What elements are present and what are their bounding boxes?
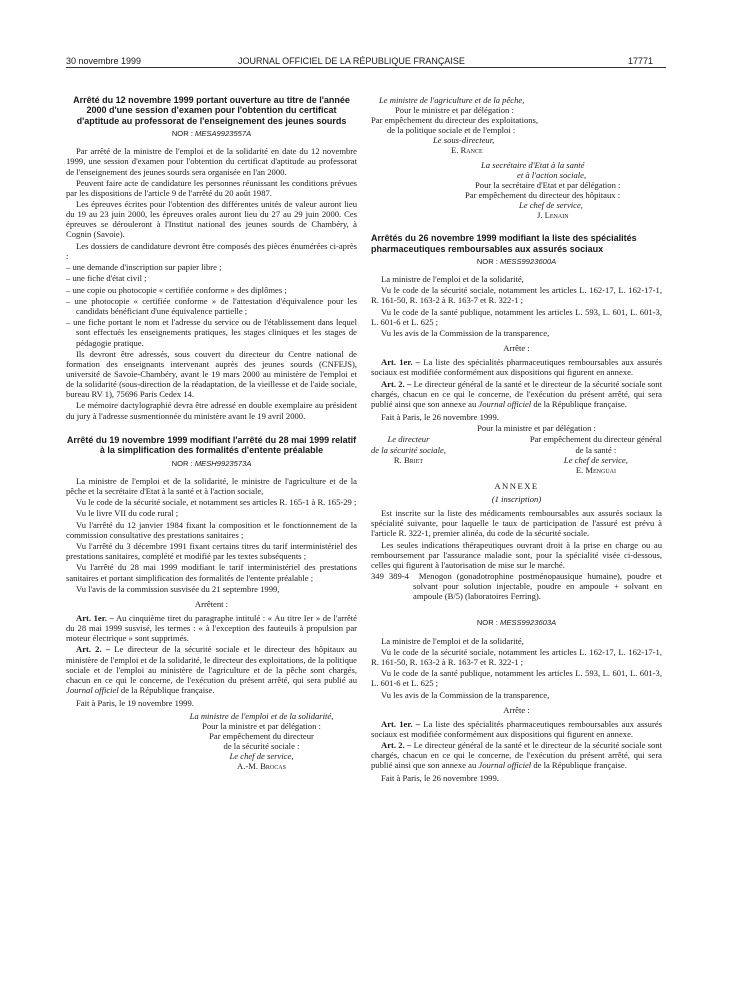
arretent-heading: Arrêtent : xyxy=(194,598,229,609)
signature-line: Par empêchement du directeur xyxy=(209,731,314,742)
arrete-heading: Arrête : xyxy=(503,343,530,354)
paragraph: Ils devront être adressés, sous couvert du directeur du Centre national de formation des enseignants intervenant auprès des jeunes sourds (CNFEJS), université de Savoie-Chambéry, avant le 19 mars 2000 au ministère de l'emploi et de la solidarité (sous-direction de la réadaptation, de la vieillesse et de l'aide sociale, bureau RV 1), 75696 Paris Cedex 14. xyxy=(66,348,357,400)
nor-reference xyxy=(371,618,662,628)
list-item: – une demande d'inscription sur papier libre ; xyxy=(66,262,222,273)
signatory-name: J. Lenain xyxy=(537,210,569,221)
visa: Vu les avis de la Commission de la transparence, xyxy=(381,689,550,700)
article-text: La liste des spécialités pharmaceutiques remboursables aux assurés sociaux est modifiée conformément aux dispositions qui figurent en annexe. xyxy=(371,357,662,378)
signature-line: Par empêchement du directeur des exploitations, xyxy=(371,115,539,126)
decree-entente-prealable xyxy=(66,435,357,772)
signature-line: Par empêchement du directeur des hôpitaux : xyxy=(465,189,621,200)
signatory-name: A.-M. Brocas xyxy=(237,761,286,772)
visa: Vu le code de la sécurité sociale, notamment les articles L. 162-17, L. 162-17-1, R. 161-50, R. 163-2 à R. 163-7 et R. 322-1 ; xyxy=(371,285,662,306)
signature-line: de la politique sociale et de l'emploi : xyxy=(387,125,516,136)
signature-pair xyxy=(371,434,662,474)
decree-title: Arrêté du 19 novembre 1999 modifiant l'arrêté du 28 mai 1999 relatif à la simplification des formalités d'entente préalable xyxy=(66,434,357,456)
signatory-name: R. Briet xyxy=(393,454,424,465)
paragraph: Le mémoire dactylographié devra être adressé en double exemplaire au président du jury à l'adresse susmentionnée du ministère avant le 19 avril 2000. xyxy=(66,400,357,421)
paragraph: Les seules indications thérapeutiques ouvrant droit à la prise en charge ou au remboursement par l'assurance maladie sont, pour la spécialité visée ci-dessous, celles qui figurent à l'autorisation de mise sur le marché. xyxy=(371,539,662,570)
list-item: – une copie ou photocopie « certifiée conforme » des diplômes ; xyxy=(66,284,287,295)
signature-line: Le ministre de l'agriculture et de la pêche, xyxy=(379,95,525,105)
article-text: La liste des spécialités pharmaceutiques remboursables aux assurés sociaux est modifiée conformément aux dispositions qui figurent en annexe. xyxy=(371,718,662,739)
article-text: Le directeur général de la santé et le directeur de la sécurité sociale sont chargés, chacun en ce qui le concerne, de l'exécution du présent arrêté, qui sera publié ainsi que son annexe au xyxy=(371,740,662,771)
signature-right xyxy=(530,434,662,474)
article-label: Art. 1er. – xyxy=(76,612,114,623)
nor-value: MESA9923557A xyxy=(195,129,252,139)
paragraph: Les dossiers de candidature devront être composés des pièces énumérées ci-après : xyxy=(66,240,357,261)
annexe-subheading: (1 inscription) xyxy=(491,493,542,504)
signatory-name: E. Rance xyxy=(451,145,483,156)
article-text: Le directeur de la sécurité sociale et le directeur des hôpitaux au ministère de l'emploi et de la solidarité, le directeur des exploitations, de la politique sociale et de l'emploi au ministère de l'agriculture et de la pêche sont chargés, chacun en ce qui le concerne, de l'exécution du présent arrêté, qui sera publié au xyxy=(66,644,357,685)
article-text: Le directeur général de la santé et le directeur de la sécurité sociale sont chargés, chacun en ce qui le concerne, de l'exécution du présent arrêté, qui sera publié ainsi que son annexe au xyxy=(371,378,662,409)
decree-specialites-pharmaceutiques-2 xyxy=(371,618,662,783)
signature-line: Par empêchement du directeur général xyxy=(529,434,662,445)
delegation-line: Pour la ministre et par délégation : xyxy=(477,423,596,434)
article-1 xyxy=(66,613,357,643)
article-1 xyxy=(371,719,662,739)
nor-label: NOR : xyxy=(171,458,195,468)
signature-line: Le chef de service, xyxy=(229,751,294,762)
list-item: – une photocopie « certifiée conforme » de l'attestation d'équivalence pour les candidats bénéficiant d'une équivalence partielle ; xyxy=(66,295,357,317)
product-entry xyxy=(371,571,662,601)
article-label: Art. 2. – xyxy=(381,740,412,751)
signature-block xyxy=(166,711,357,772)
article-text-tail: de la République française. xyxy=(120,684,215,695)
signature-line: de la sécurité sociale, xyxy=(371,444,446,455)
nor-value: MESS9923603A xyxy=(500,618,557,628)
visa: Vu le code de la sécurité sociale, notamment les articles L. 162-17, L. 162-17-1, R. 161-50, R. 163-2 à R. 163-7 et R. 322-1 ; xyxy=(371,646,662,667)
paragraph: La ministre de l'emploi et de la solidarité, le ministre de l'agriculture et de la pêche et la secrétaire d'Etat à la santé et à l'action sociale, xyxy=(66,475,357,496)
date-line: Fait à Paris, le 26 novembre 1999. xyxy=(381,411,499,422)
journal-officiel: Journal officiel xyxy=(478,760,532,771)
visa: Vu les avis de la Commission de la transparence, xyxy=(381,328,550,339)
article-2 xyxy=(371,379,662,409)
article-label: Art. 2. – xyxy=(381,378,412,389)
visa: Vu le code de la santé publique, notamment les articles L. 593, L. 601, L. 601-3, L. 601-6 et L. 625 ; xyxy=(371,668,662,689)
signature-line: de la sécurité sociale : xyxy=(223,741,300,752)
nor-label: NOR : xyxy=(476,256,501,266)
left-column xyxy=(66,95,357,772)
signature-line: La ministre de l'emploi et de la solidarité, xyxy=(189,711,334,721)
paragraph: Les épreuves écrites pour l'obtention des différentes unités de valeur auront lieu du 19 au 23 juin 2000, les épreuves orales auront lieu du 27 au 29 juin 2000. Ces épreuves se dérouleront à l'Institut national des jeunes sourds de Chambéry, à Cognin (Savoie). xyxy=(66,199,357,240)
signature-line: Pour le ministre et par délégation : xyxy=(395,105,514,116)
annexe-heading: ANNEXE xyxy=(494,480,539,491)
signature-continuation xyxy=(371,95,662,220)
article-label: Art. 1er. – xyxy=(381,718,421,729)
visa: Vu l'arrêté du 28 mai 1999 modifiant le tarif interministériel des prestations sanitaires et portant simplification des formalités de l'entente préalable ; xyxy=(66,562,357,583)
decree-specialites-pharmaceutiques xyxy=(371,233,662,601)
article-text-tail: de la République française. xyxy=(533,760,627,771)
product-description: Menogon (gonadotrophine postménopausique humaine), poudre et solvant pour solution injectable, poudre en ampoule + solvant en ampoule (B/5) (laboratoires Ferring). xyxy=(413,570,662,602)
signature-line: Le directeur xyxy=(387,434,430,445)
visa: Vu le code de la sécurité sociale, et notamment ses articles R. 165-1 à R. 165-29 ; xyxy=(76,497,357,508)
decree-cafep-jeunes-sourds xyxy=(66,95,357,421)
list-item: – une fiche portant le nom et l'adresse du service ou de l'établissement dans lequel sont effectués les enseignements pratiques, les stages cliniques et les stages de pédagogie pratique. xyxy=(66,317,357,348)
header-rule xyxy=(66,67,666,68)
article-1 xyxy=(371,357,662,377)
signature-line: Le chef de service, xyxy=(563,454,628,465)
nor-reference xyxy=(66,129,357,139)
header-page-number: 17771 xyxy=(628,56,654,66)
journal-officiel: Journal officiel xyxy=(478,398,532,409)
signature-line: La secrétaire d'Etat à la santé xyxy=(481,159,585,170)
nor-value: MESH9923573A xyxy=(194,458,252,468)
visa: Vu l'arrêté du 3 décembre 1991 fixant certains titres du tarif interministériel des prestations sanitaires, complété et modifié par les textes subséquents ; xyxy=(66,541,357,562)
paragraph: La ministre de l'emploi et de la solidarité, xyxy=(381,274,524,285)
signature-line: Pour la ministre et par délégation : xyxy=(202,721,321,732)
signature-line: et à l'action sociale, xyxy=(517,169,587,180)
nor-reference xyxy=(66,459,357,469)
visa: Vu le code de la santé publique, notamment les articles L. 593, L. 601, L. 601-3, L. 601-6 et L. 625 ; xyxy=(371,306,662,327)
right-column xyxy=(371,95,662,785)
header-journal-title: JOURNAL OFFICIEL DE LA RÉPUBLIQUE FRANÇAISE xyxy=(238,56,465,66)
arrete-heading: Arrête : xyxy=(503,704,530,715)
article-label: Art. 1er. – xyxy=(381,357,421,368)
signature-line: Le chef de service, xyxy=(519,199,583,210)
signatory-name: E. Menguai xyxy=(575,464,616,475)
product-code: 349 389-4 xyxy=(371,570,409,581)
signature-left xyxy=(371,434,446,474)
article-text-tail: de la République française. xyxy=(533,398,627,409)
header-date: 30 novembre 1999 xyxy=(66,56,142,66)
journal-officiel: Journal officiel xyxy=(66,684,119,695)
article-label: Art. 2. – xyxy=(76,644,111,655)
article-2 xyxy=(66,644,357,694)
decree-title: Arrêté du 12 novembre 1999 portant ouverture au titre de l'année 2000 d'une session d'examen pour l'obtention du certificat d'aptitude au professorat de l'enseignement des jeunes sourds xyxy=(73,95,350,126)
paragraph: Par arrêté de la ministre de l'emploi et de la solidarité en date du 12 novembre 1999, une session d'examen pour l'obtention du certificat d'aptitude au professorat de l'enseignement des jeunes sourds sera organisée en l'an 2000. xyxy=(66,146,357,177)
paragraph: Est inscrite sur la liste des médicaments remboursables aux assurés sociaux la spécialité suivante, pour laquelle le taux de participation de l'assuré est prévu à l'article R. 322-1, premier alinéa, du code de la sécurité sociale. xyxy=(371,508,662,539)
nor-label: NOR : xyxy=(171,129,196,139)
nor-value: MESS9923600A xyxy=(500,256,557,266)
visa: Vu le livre VII du code rural ; xyxy=(76,508,179,519)
nor-reference xyxy=(371,257,662,267)
list-item: – une fiche d'état civil ; xyxy=(66,273,147,284)
decree-title: Arrêtés du 26 novembre 1999 modifiant la liste des spécialités pharmaceutiques remboursables aux assurés sociaux xyxy=(371,233,637,254)
signature-line: Le sous-directeur, xyxy=(433,135,495,146)
paragraph: Peuvent faire acte de candidature les personnes réunissant les conditions prévues par les dispositions de l'article 9 de l'arrêté du 20 août 1987. xyxy=(66,177,357,198)
signature-line: de la santé : xyxy=(575,444,617,455)
article-2 xyxy=(371,740,662,770)
signature-line: Pour la secrétaire d'Etat et par délégation : xyxy=(475,179,621,190)
nor-label: NOR : xyxy=(476,618,501,628)
article-text: Au cinquième tiret du paragraphe intitulé : « Au titre Ier » de l'arrêté du 28 mai 1999 susvisé, les termes : « à l'exception des fauteuils à propulsion par moteur électrique » sont supprimés. xyxy=(66,612,357,644)
date-line: Fait à Paris, le 26 novembre 1999. xyxy=(381,773,499,784)
visa: Vu l'arrêté du 12 janvier 1984 fixant la composition et le fonctionnement de la commission consultative des prestations sanitaires ; xyxy=(66,519,357,540)
paragraph: La ministre de l'emploi et de la solidarité, xyxy=(381,635,524,646)
visa: Vu l'avis de la commission susvisée du 21 septembre 1999, xyxy=(76,583,280,594)
date-line: Fait à Paris, le 19 novembre 1999. xyxy=(76,697,194,708)
